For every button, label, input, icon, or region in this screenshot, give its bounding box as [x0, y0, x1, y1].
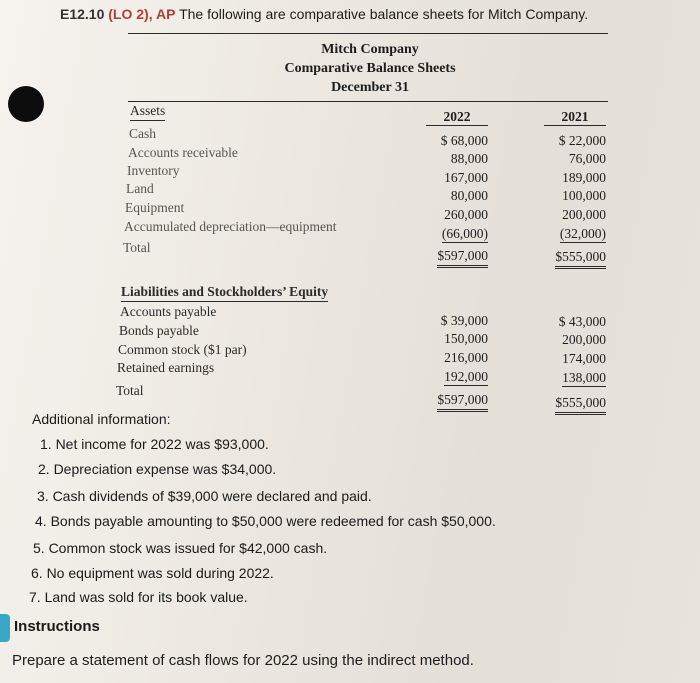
additional-info-item: 6. No equipment was sold during 2022.: [31, 565, 274, 581]
liability-label: Total: [116, 383, 144, 398]
asset-value-2021: 200,000: [562, 207, 606, 222]
header-divider: [128, 33, 608, 34]
asset-value-2022: $ 68,000: [440, 133, 488, 148]
liability-value-2022: $ 39,000: [440, 313, 488, 328]
asset-value-2021: (32,000): [559, 226, 606, 241]
liability-value-2022: 150,000: [444, 331, 488, 346]
year-header-2021: 2021: [544, 109, 606, 126]
asset-label: Land: [126, 181, 154, 196]
exercise-code: E12.10: [60, 6, 105, 22]
bullet-marker: [8, 86, 44, 122]
liability-label: Accounts payable: [120, 304, 217, 319]
exercise-header: [60, 6, 588, 22]
year-header-2022: 2022: [426, 109, 488, 126]
asset-value-2022: 260,000: [444, 207, 488, 222]
assets-heading: Assets: [130, 103, 165, 121]
additional-info-item: 4. Bonds payable amounting to $50,000 were redeemed for cash $50,000.: [35, 513, 496, 529]
additional-info-item: 2. Depreciation expense was $34,000.: [38, 461, 277, 477]
titles-divider: [128, 101, 608, 102]
statement-title: Comparative Balance Sheets: [284, 61, 456, 76]
asset-value-2022: 167,000: [444, 170, 488, 185]
liability-total-2021: $555,000: [555, 395, 606, 415]
liability-label: Common stock ($1 par): [118, 342, 247, 357]
asset-value-2022: 88,000: [450, 151, 488, 166]
additional-info-item: 3. Cash dividends of $39,000 were declared and paid.: [37, 488, 372, 504]
liability-value-2021: 174,000: [562, 351, 606, 366]
asset-label: Accounts receivable: [128, 145, 238, 160]
asset-label: Cash: [129, 126, 156, 141]
additional-info-heading: Additional information:: [32, 411, 171, 427]
liability-value-2022: 216,000: [444, 350, 488, 365]
asset-value-2022: 80,000: [450, 188, 488, 203]
asset-label: Total: [123, 240, 151, 255]
asset-value-2021: $ 22,000: [558, 133, 606, 148]
asset-total-2021: $555,000: [555, 249, 606, 269]
asset-label: Accumulated depreciation—equipment: [124, 219, 337, 234]
instructions-marker: [0, 614, 10, 642]
asset-value-2022: (66,000): [441, 226, 488, 241]
exercise-text: The following are comparative balance sheets for Mitch Company.: [179, 6, 589, 22]
instructions-text: Prepare a statement of cash flows for 2022 using the indirect method.: [12, 652, 474, 669]
liability-value-2022: 192,000: [444, 369, 488, 384]
asset-value-2021: 100,000: [562, 188, 606, 203]
additional-info-item: 7. Land was sold for its book value.: [29, 589, 248, 605]
liabilities-heading: Liabilities and Stockholders’ Equity: [121, 284, 328, 302]
asset-value-2021: 76,000: [568, 151, 606, 166]
instructions-heading: Instructions: [14, 618, 100, 635]
liability-value-2021: 200,000: [562, 332, 606, 347]
asset-label: Inventory: [127, 163, 180, 178]
asset-label: Equipment: [125, 200, 185, 215]
additional-info-item: 5. Common stock was issued for $42,000 cash.: [33, 540, 328, 556]
additional-info-item: 1. Net income for 2022 was $93,000.: [40, 436, 269, 452]
liability-value-2021: $ 43,000: [558, 314, 606, 329]
company-name: Mitch Company: [321, 42, 419, 57]
liability-label: Bonds payable: [119, 323, 199, 338]
liability-label: Retained earnings: [117, 360, 215, 375]
statement-date: December 31: [331, 80, 409, 95]
liability-value-2021: 138,000: [562, 370, 606, 385]
liability-total-2022: $597,000: [437, 392, 488, 412]
learning-objective-tags: (LO 2), AP: [108, 6, 176, 22]
asset-value-2021: 189,000: [562, 170, 606, 185]
asset-total-2022: $597,000: [437, 248, 488, 268]
